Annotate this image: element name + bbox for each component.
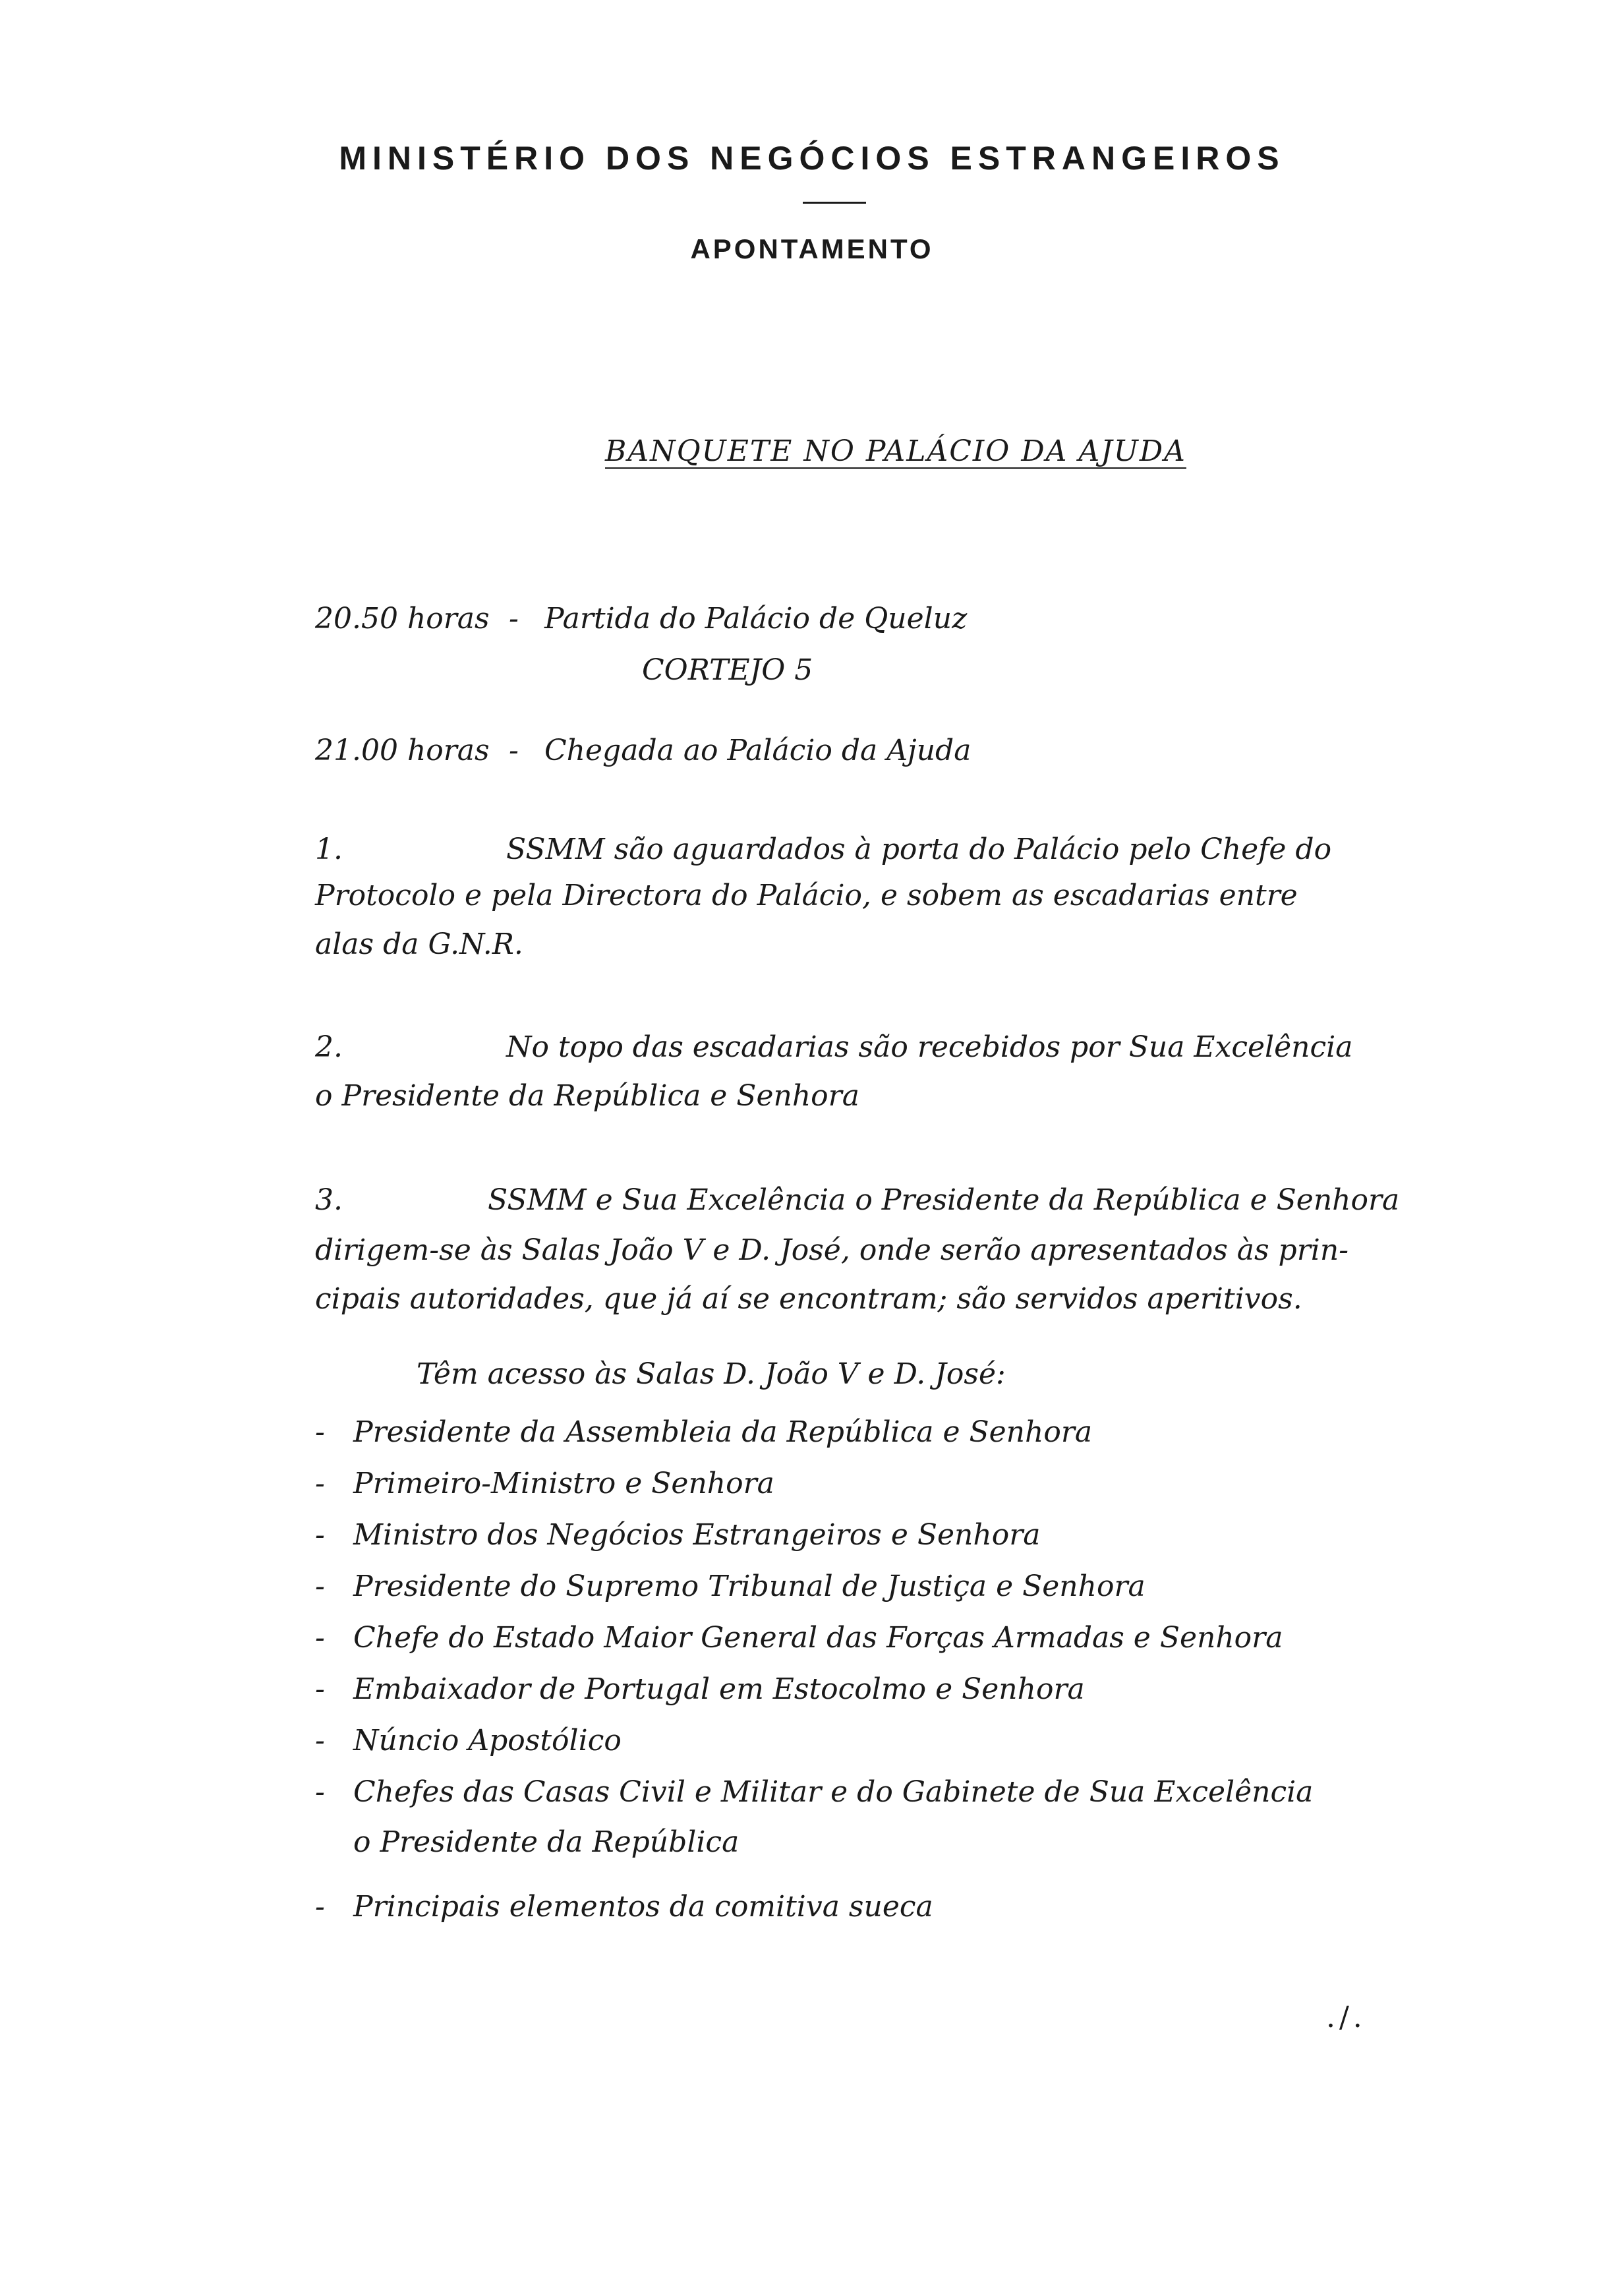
list-item-text: Principais elementos da comitiva sueca <box>353 1890 933 1924</box>
schedule-dash: - <box>509 602 519 635</box>
list-item-text: Chefe do Estado Maior General das Forças Armadas e Senhora <box>353 1621 1283 1655</box>
paragraph-number: 2. <box>315 1030 343 1064</box>
list-bullet: - <box>315 1890 325 1924</box>
paragraph-number: 1. <box>315 833 343 866</box>
list-item-text: Presidente da Assembleia da República e Senhora <box>353 1415 1093 1449</box>
paragraph-line: No topo das escadarias são recebidos por Sua Excelência <box>506 1030 1353 1064</box>
list-bullet: - <box>315 1775 325 1809</box>
paragraph-number: 3. <box>315 1183 343 1217</box>
schedule-dash: - <box>509 734 519 767</box>
list-item-continuation: o Presidente da República <box>353 1825 740 1859</box>
list-item <box>315 1466 774 1502</box>
list-item <box>315 1620 1283 1656</box>
paragraph-line: dirigem-se às Salas João V e D. José, onde serão apresentados às prin- <box>315 1233 1349 1267</box>
list-bullet: - <box>315 1672 325 1706</box>
paragraph-line: alas da G.N.R. <box>315 927 523 961</box>
list-bullet: - <box>315 1518 325 1552</box>
paragraph-line: SSMM são aguardados à porta do Palácio pelo Chefe do <box>506 833 1332 866</box>
list-bullet: - <box>315 1415 325 1449</box>
list-item <box>315 1569 1146 1604</box>
list-item-text: Chefes das Casas Civil e Militar e do Gabinete de Sua Excelência <box>353 1775 1314 1809</box>
list-bullet: - <box>315 1621 325 1655</box>
list-bullet: - <box>315 1467 325 1500</box>
list-item <box>315 1775 1313 1810</box>
paragraph-line: o Presidente da República e Senhora <box>315 1079 859 1113</box>
list-item-text: Embaixador de Portugal em Estocolmo e Senhora <box>353 1672 1085 1706</box>
list-item <box>315 1889 933 1925</box>
ministry-heading: MINISTÉRIO DOS NEGÓCIOS ESTRANGEIROS <box>339 140 1285 177</box>
schedule-description: Partida do Palácio de Queluz <box>544 602 968 635</box>
list-item-text: Primeiro-Ministro e Senhora <box>353 1467 774 1500</box>
schedule-description: Chegada ao Palácio da Ajuda <box>544 734 972 767</box>
document-title: BANQUETE NO PALÁCIO DA AJUDA <box>605 434 1186 468</box>
cortejo-label: CORTEJO 5 <box>642 653 813 687</box>
list-item-text: Presidente do Supremo Tribunal de Justiça e Senhora <box>353 1570 1146 1603</box>
access-intro: Têm acesso às Salas D. João V e D. José: <box>417 1357 1006 1391</box>
schedule-time: 21.00 horas <box>315 734 490 767</box>
paragraph-line: SSMM e Sua Excelência o Presidente da República e Senhora <box>488 1183 1400 1217</box>
list-item-text: Núncio Apostólico <box>353 1724 622 1757</box>
schedule-time: 20.50 horas <box>315 602 490 635</box>
list-item <box>315 1723 622 1759</box>
paragraph-line: cipais autoridades, que já aí se encontram; são servidos aperitivos. <box>315 1282 1302 1316</box>
list-item-text: Ministro dos Negócios Estrangeiros e Senhora <box>353 1518 1041 1552</box>
continuation-mark: ./. <box>1326 2001 1366 2034</box>
heading-rule <box>803 202 866 204</box>
list-item <box>315 1517 1041 1553</box>
paragraph-line: Protocolo e pela Directora do Palácio, e sobem as escadarias entre <box>315 879 1298 912</box>
list-bullet: - <box>315 1724 325 1757</box>
memo-label: APONTAMENTO <box>690 233 934 264</box>
list-item <box>315 1672 1085 1707</box>
list-item <box>315 1415 1092 1450</box>
list-bullet: - <box>315 1570 325 1603</box>
